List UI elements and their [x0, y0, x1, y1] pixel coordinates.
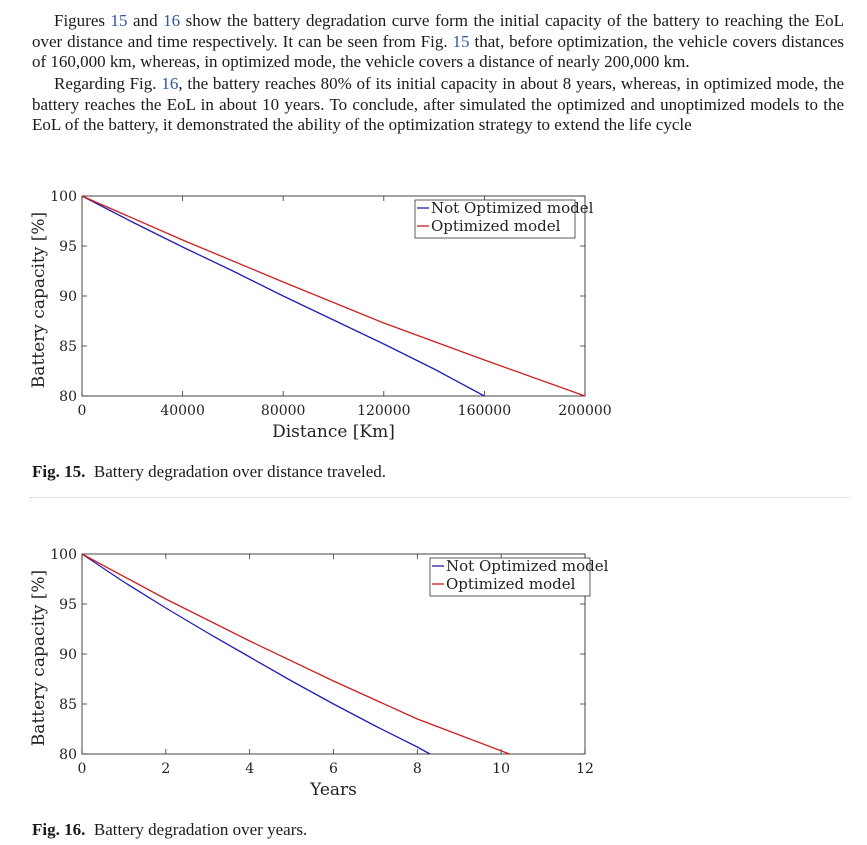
- fig15-y-axis-label: Battery capacity [%]: [29, 211, 49, 389]
- fig16-x-tick-label: 10: [492, 761, 511, 777]
- paragraph-text: Figures: [54, 11, 111, 30]
- fig16-legend-label: Optimized model: [446, 575, 576, 593]
- figure-link[interactable]: 15: [452, 31, 470, 51]
- figure-link[interactable]: 16: [163, 11, 181, 30]
- fig16-x-tick-label: 0: [77, 761, 87, 777]
- fig16-x-tick-label: 12: [576, 761, 594, 777]
- paragraph-text: that, before optimization, the vehicle covers distances of 160,000 km, whereas, in optimized mode, the vehicle covers a distance of nearly 200,000 km.: [32, 31, 845, 71]
- fig15-x-tick-label: 160000: [457, 403, 512, 419]
- section-divider: [30, 497, 850, 498]
- figure-label: Fig. 16.: [32, 820, 86, 839]
- fig16-y-tick-label: 85: [59, 697, 77, 713]
- figure-15-caption: [32, 462, 386, 482]
- fig16-legend-label: Not Optimized model: [446, 557, 609, 575]
- fig16-y-axis-label: Battery capacity [%]: [29, 569, 49, 747]
- paragraph-text: show the battery degradation curve form the initial capacity of the battery to reaching the EoL over distance and time respectively. It can be seen from Fig.: [32, 11, 845, 51]
- fig15-y-tick-label: 100: [50, 189, 77, 205]
- figure-link[interactable]: 15: [110, 11, 128, 30]
- fig15-x-tick-label: 0: [77, 403, 87, 419]
- fig15-legend-label: Optimized model: [431, 217, 561, 235]
- fig16-x-tick-label: 2: [161, 761, 171, 777]
- figure-15-svg: [20, 186, 620, 442]
- fig16-series-line: [82, 554, 430, 754]
- fig15-legend-label: Not Optimized model: [431, 199, 594, 217]
- fig15-x-axis-label: Distance [Km]: [272, 422, 395, 442]
- paragraph-text: , the battery reaches 80% of its initial capacity in about 8 years, whereas, in optimized mode, the battery reaches the EoL in about 10 years. To conclude, after simulated the optimized and unoptimized models to the EoL of the battery, it demonstrated the ability of the optimization strategy to extend the life cycle: [32, 74, 844, 134]
- fig16-y-tick-label: 100: [50, 547, 77, 563]
- fig15-x-tick-label: 80000: [260, 403, 306, 419]
- caption-text: Battery degradation over distance traveled.: [93, 462, 387, 481]
- fig16-y-tick-label: 80: [59, 747, 77, 763]
- paragraph-1: [32, 11, 844, 73]
- fig16-y-tick-label: 95: [59, 597, 77, 613]
- figure-16-caption: [32, 820, 307, 840]
- figure-label: Fig. 15.: [32, 462, 86, 481]
- fig15-x-tick-label: 200000: [558, 403, 612, 419]
- paragraph-text: Regarding Fig.: [54, 74, 162, 93]
- fig15-y-tick-label: 85: [59, 339, 77, 355]
- figure-link[interactable]: 16: [161, 74, 179, 93]
- fig15-y-tick-label: 95: [59, 239, 77, 255]
- paragraph-2: [32, 74, 844, 136]
- fig16-y-tick-label: 90: [59, 647, 77, 663]
- figure-15-chart: [20, 186, 620, 442]
- figure-16-chart: [20, 544, 620, 800]
- fig15-y-tick-label: 90: [59, 289, 77, 305]
- fig15-x-tick-label: 40000: [160, 403, 205, 419]
- fig15-y-tick-label: 80: [59, 389, 77, 405]
- fig16-x-tick-label: 6: [329, 761, 338, 777]
- figure-16-svg: [20, 544, 620, 800]
- caption-text: Battery degradation over years.: [93, 820, 308, 839]
- fig16-x-tick-label: 8: [412, 761, 422, 777]
- paragraph-text: and: [127, 11, 164, 30]
- fig16-x-axis-label: Years: [310, 780, 357, 800]
- fig16-x-tick-label: 4: [245, 761, 255, 777]
- fig15-x-tick-label: 120000: [357, 403, 411, 419]
